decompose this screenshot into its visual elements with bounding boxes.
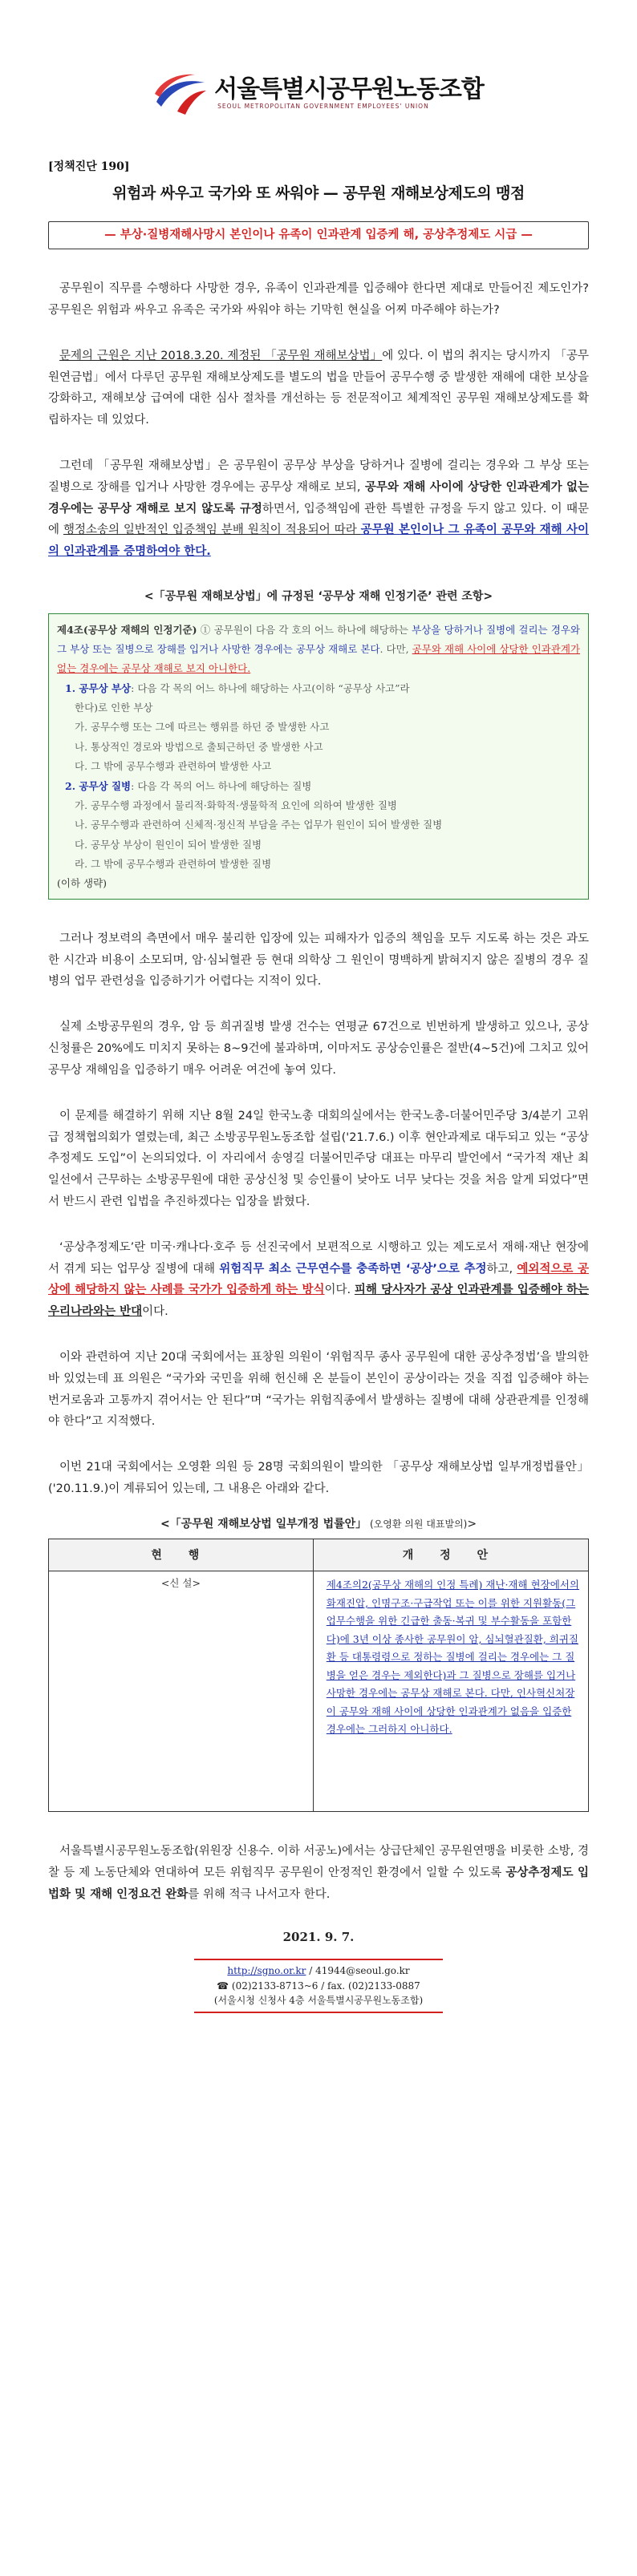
amend-table <box>48 1539 589 1812</box>
law-item-2-head: 2. 공무상 질병 <box>65 779 132 792</box>
issue-label: [정책진단 190] <box>48 160 130 173</box>
stance-bold: 공상추정제도 입법화 및 재해 인정요건 완화 <box>48 1866 589 1901</box>
presumption-red: 예외적으로 공상에 해당하지 않는 사례를 국가가 입증하게 하는 방식 <box>48 1262 589 1297</box>
contact-address: (서울시청 신청사 4층 서울특별시공무원노동조합) <box>213 1995 424 2007</box>
amend-table-caption <box>48 1514 589 1535</box>
problem-underlined: 행정소송의 일반적인 입증책임 분배 원칙이 적용되어 따라 <box>63 524 361 537</box>
law-item-2-sub: 나. 공무수행과 관련하여 신체적·정신적 부담을 주는 업무가 원인이 되어 발생한 질병 <box>75 819 443 831</box>
law-item-2-rest: : 다음 각 목의 어느 하나에 해당하는 질병 <box>131 779 312 792</box>
law-heading-b: ‘공무상 재해 인정기준’ <box>318 590 432 604</box>
problem-a: 그런데 「공무원 재해보상법」은 공무원이 공무상 부상을 당하거나 질병에 걸리는 경우와 그 부상 또는 질병으로 장해를 입거나 사망한 경우에는 공무상 재해로 보되, <box>48 459 589 494</box>
contact-phone: ☎ (02)2133-8713~6 / fax. (02)2133-0887 <box>217 1980 420 1992</box>
paragraph-intro: 공무원이 직무를 수행하다 사망한 경우, 유족이 인과관계를 입증해야 한다면 제대로 만들어진 제도인가? 공무원은 위험과 싸우고 유족은 국가와 싸워야 하는 기막힌 현실을 어찌 마주해야 하는가? <box>48 282 589 317</box>
stance-a: 서울특별시공무원노동조합(위원장 신용수. 이하 서공노)에서는 상급단체인 공무원연맹을 비롯한 소방, 경찰 등 제 노동단체와 연대하여 모든 위험직무 공무원이 안정적인 환경에서 일할 수 있도록 <box>48 1845 589 1880</box>
law-item-1-sub: 가. 공무수행 또는 그에 따르는 행위를 하던 중 발생한 사고 <box>75 721 330 734</box>
paragraph-burden: 그러나 정보력의 측면에서 매우 불리한 입장에 있는 피해자가 입증의 책임을 모두 지도록 하는 것은 과도한 시간과 비용이 소모되며, 암·심뇌혈관 등 현대 의학상 그 원인이 명백하게 밝혀지지 않은 질병의 경우 질병의 업무 관련성을 입증하기가 어렵다는 지적이 있다. <box>48 932 589 989</box>
law-item-2-sub: 가. 공무수행 과정에서 물리적·화학적·생물학적 요인에 의하여 발생한 질병 <box>75 799 397 811</box>
union-emblem-icon <box>153 70 208 116</box>
proposal-head: 제4조의2(공무상 재해의 인정 특례) <box>326 1579 483 1591</box>
law-lead-b: 부상을 당하거나 질병에 걸리는 경우와 그 부상 또는 질병으로 장해를 입거나 사망한 경우에는 공무상 재해로 본다 <box>57 623 580 655</box>
col-proposal: 개 정 안 <box>313 1539 588 1571</box>
law-heading-c: 관련 조항> <box>432 590 493 604</box>
page-title: 위험과 싸우고 국가와 또 싸워야 — 공무원 재해보상제도의 맹점 <box>112 184 525 202</box>
contact-line-web <box>194 1963 443 1979</box>
origin-rest: 에 있다. 이 법의 취지는 당시까지 「공무원연금법」에서 다루던 공무원 재해보상제도를 별도의 법을 만들어 공무수행 중 발생한 재해에 대한 보상을 강화하고, 재해보상 급여에 대한 심사 절차를 개선하는 등 전문적이고 체계적인 공무원 재해보상제도를 확립하자는 데 있었다. <box>48 349 589 427</box>
law-item-1-sub: 다. 그 밖에 공무수행과 관련하여 발생한 사고 <box>75 760 272 773</box>
paragraph-20th-assembly: 이와 관련하여 지난 20대 국회에서는 표창원 의원이 ‘위험직무 종사 공무원에 대한 공상추정법’을 발의한 바 있었는데 표 의원은 “국가와 국민을 위해 헌신해 온 분들이 본인이 공상이라는 것을 직접 입증해야 하는 번거로움과 고통까지 겪어서는 안 된다”며 “국가는 위험직종에서 발생하는 질병에 대해 상관관계를 인정해야 한다”고 지적했다. <box>48 1351 589 1429</box>
amend-caption-b: (오영환 의원 대표발의) <box>367 1518 468 1530</box>
paragraph-21st-assembly: 이번 21대 국회에서는 오영환 의원 등 28명 국회의원이 발의한 「공무상 재해보상법 일부개정법률안」('20.11.9.)이 계류되어 있는데, 그 내용은 아래와 같다. <box>48 1461 589 1496</box>
law-item-1-rest2: 한다)로 인한 부상 <box>75 702 153 714</box>
law-box-heading <box>48 587 589 607</box>
law-lead-a: ① 공무원이 다음 각 호의 어느 하나에 해당하는 <box>197 623 412 636</box>
union-logo <box>48 69 589 117</box>
law-item-1-rest: : 다음 각 목의 어느 하나에 해당하는 사고(이하 “공무상 사고”라 <box>131 681 410 694</box>
law-lead-d: 공무와 재해 사이에 상당한 인과관계가 없는 경우에는 공무상 재해로 보지 아니한다. <box>57 642 580 675</box>
law-item-1-head: 1. 공무상 부상 <box>65 681 132 694</box>
law-box <box>48 613 589 900</box>
paragraph-firefighters: 실제 소방공무원의 경우, 암 등 희귀질병 발생 건수는 연평균 67건으로 빈번하게 발생하고 있으나, 공상신청률은 20%에도 미치지 못하는 8~9건에 불과하며, 이마저도 공상승인률은 절반(4~5건)에 그치고 있어 공무상 재해임을 입증하기 매우 어려운 여건에 놓여 있다. <box>48 1021 589 1077</box>
paragraph-meeting: 이 문제를 해결하기 위해 지난 8월 24일 한국노총 대회의실에서는 한국노총-더불어민주당 3/4분기 고위급 정책협의회가 열렸는데, 최근 소방공무원노동조합 설립('21.7.6.) 이후 현안과제로 대두되고 있는 “공상추정제도 도입”이 논의되었다. 이 자리에서 송영길 더불어민주당 대표는 마무리 발언에서 “국가적 재난 최일선에서 근무하는 소방공무원에 대한 공상신청 및 승인률이 낮아도 너무 낮다는 것을 처음 알게 되었다”면서 반드시 관련 입법을 추진하겠다는 입장을 밝혔다. <box>48 1109 589 1208</box>
col-current: 현 행 <box>49 1539 314 1571</box>
document-date: 2021. 9. 7. <box>282 1929 355 1944</box>
law-item-2 <box>57 777 580 796</box>
law-lead-c: . 다만, <box>379 642 412 655</box>
problem-bold: 공무와 재해 사이에 상당한 인과관계가 없는 경우에는 공무상 재해로 보지 않도록 규정 <box>48 480 590 516</box>
presumption-bold: 피해 당사자가 공상 인과관계를 입증해야 하는 우리나라와는 반대 <box>48 1284 590 1319</box>
law-lead <box>57 621 580 679</box>
proposal-cell <box>313 1571 588 1812</box>
law-item-1-sub: 나. 통상적인 경로와 방법으로 출퇴근하던 중 발생한 사고 <box>75 740 323 753</box>
law-footer: (이하 생략) <box>57 877 108 890</box>
law-item-1 <box>57 679 580 698</box>
amend-table-header-row <box>49 1539 589 1571</box>
org-english-name: SEOUL METROPOLITAN GOVERNMENT EMPLOYEES' UNION <box>217 102 429 110</box>
page-subtitle: — 부상·질병재해사망시 본인이나 유족이 인과관계 입증케 해, 공상추정제도 시급 — <box>48 221 589 249</box>
org-name: 서울특별시공무원노동조합 <box>214 75 484 103</box>
paragraph-presumption <box>48 1237 589 1323</box>
presumption-e: 이다. <box>324 1284 355 1297</box>
law-item-2-sub: 다. 공무상 부상이 원인이 되어 발생한 질병 <box>75 838 262 851</box>
website-link[interactable]: http://sgno.or.kr <box>227 1965 306 1977</box>
law-article-title: 제4조(공무상 재해의 인정기준) <box>57 623 197 636</box>
problem-c: 하면서, 입증책임에 관한 특별한 규정을 두지 않고 있다. 이 때문에 <box>48 502 590 537</box>
presumption-a: ‘공상추정제도’란 미국·캐나다·호주 등 선진국에서 보편적으로 시행하고 있는 제도로서 재해·재난 현장에서 겪게 되는 업무상 질병에 대해 <box>48 1240 589 1276</box>
paragraph-problem <box>48 455 589 563</box>
document-page <box>0 69 637 2013</box>
contact-email: / 41944@seoul.go.kr <box>306 1965 410 1977</box>
current-cell: <신 설> <box>49 1571 314 1812</box>
presumption-blue: 위험직무 최소 근무연수를 충족하면 ‘공상’으로 추정 <box>219 1262 487 1276</box>
presumption-g: 이다. <box>142 1305 168 1319</box>
paragraph-union-stance <box>48 1841 589 1905</box>
amend-caption-c: > <box>467 1517 477 1531</box>
law-item-2-sub: 라. 그 밖에 공무수행과 관련하여 발생한 질병 <box>75 858 272 871</box>
proposal-body: 재난·재해 현장에서의 화재진압, 인명구조·구급작업 또는 이를 위한 지원활동(그 업무수행을 위한 긴급한 출동·복귀 및 부수활동을 포함한다)에 3년 이상 종사한 공무원이 암, 심뇌혈관질환, 희귀질환 등 대통령령으로 정하는 질병에 걸리는 경우에는 그 질병을 얻은 경우는 제외한다)과 그 질병으로 장해를 입거나 사망한 경우에는 공무상 재해로 본다. 다만, 인사혁신처장이 공무와 재해 사이에 상당한 인과관계가 없음을 입증한 경우에는 그러하지 아니하다. <box>326 1579 579 1736</box>
stance-c: 를 위해 적극 나서고자 한다. <box>188 1888 331 1901</box>
amend-table-row <box>49 1571 589 1812</box>
law-heading-a: <「공무원 재해보상법」에 규정된 <box>144 590 318 604</box>
problem-blue: 공무원 본인이나 그 유족이 공무와 재해 사이의 인과관계를 증명하여야 한다. <box>48 524 590 559</box>
paragraph-origin <box>48 346 589 431</box>
amend-caption-a: <「공무원 재해보상법 일부개정 법률안」 <box>160 1517 367 1531</box>
origin-underlined: 문제의 근원은 지난 2018.3.20. 제정된 「공무원 재해보상법」 <box>59 349 383 362</box>
presumption-c: 하고, <box>486 1262 517 1276</box>
contact-footer <box>194 1959 443 2013</box>
